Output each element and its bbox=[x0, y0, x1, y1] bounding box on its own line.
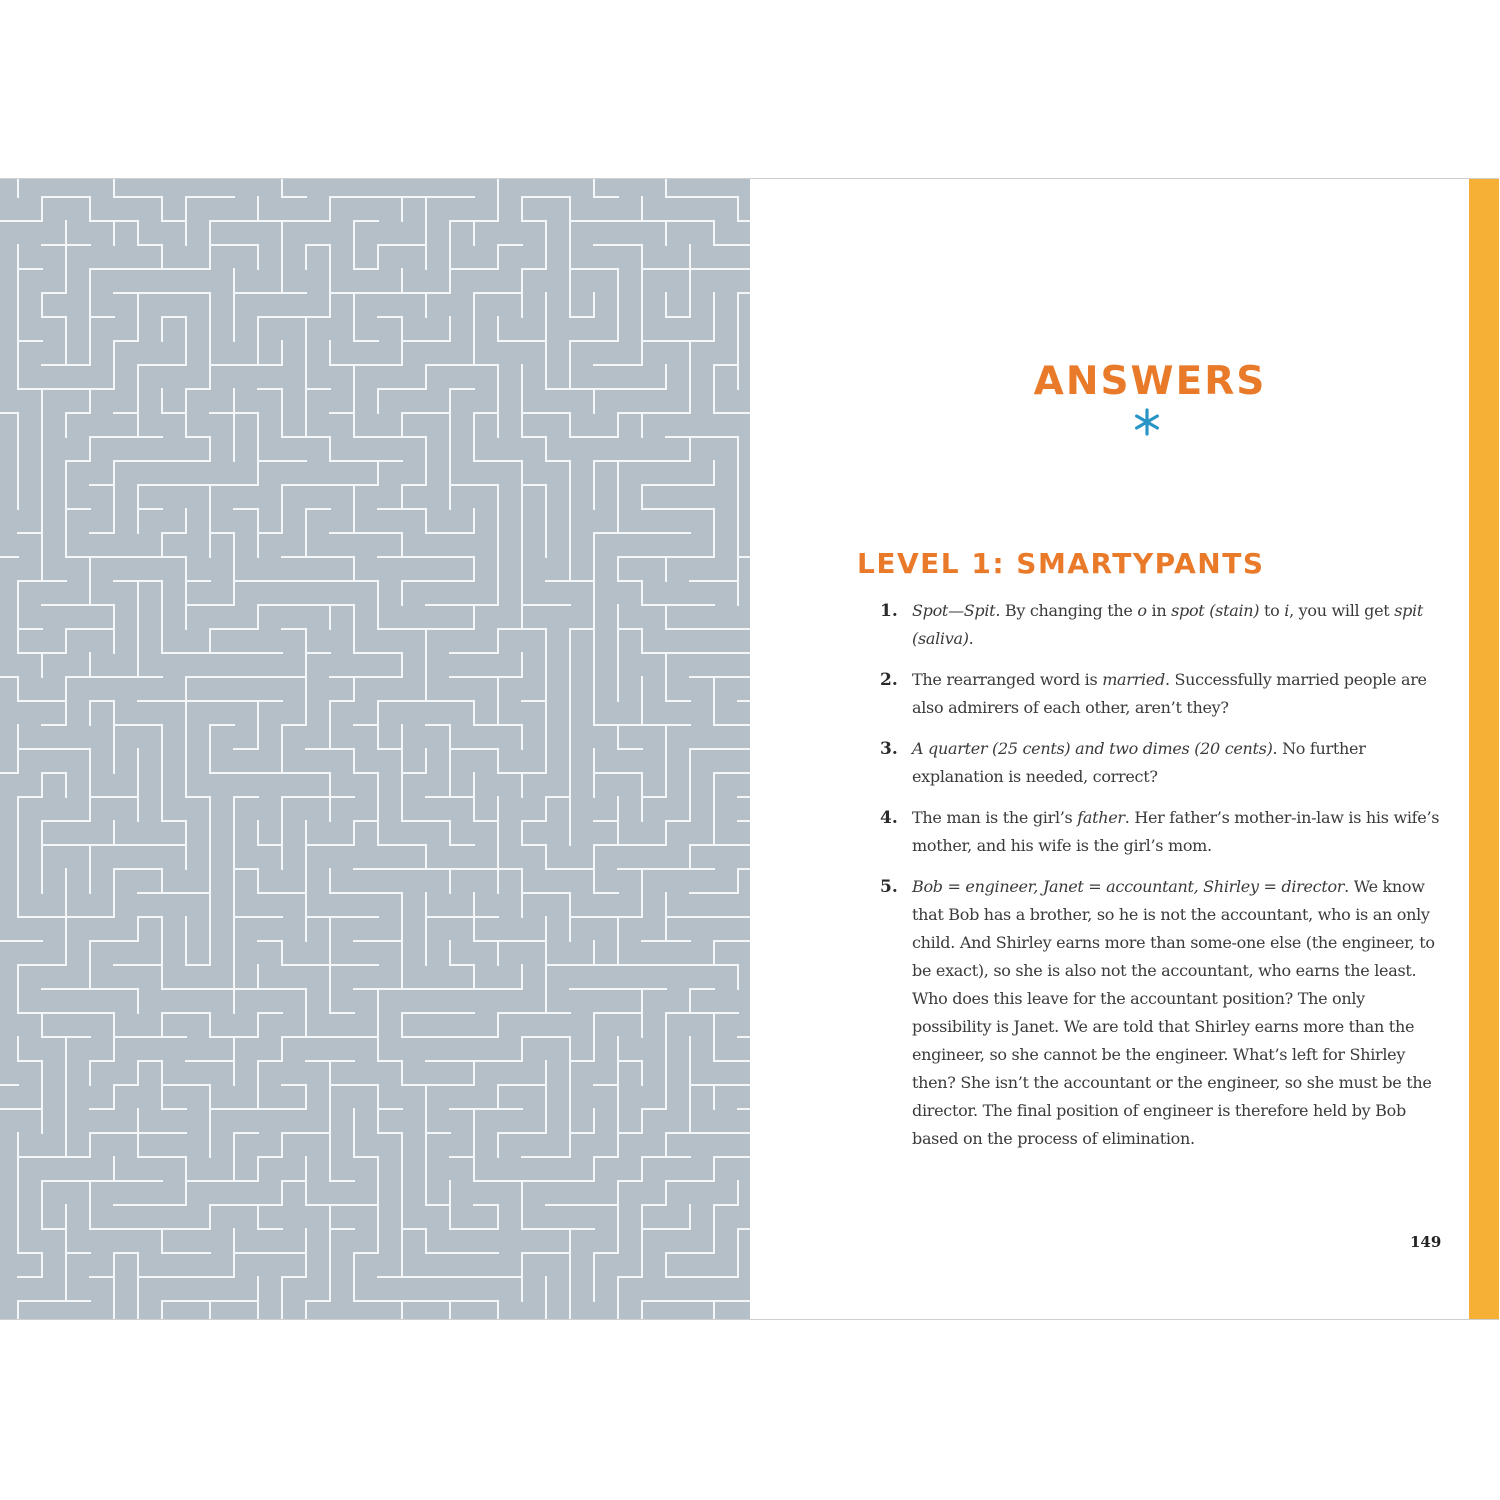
answer-text-italic: A quarter (25 cents) and two dimes (20 cents) bbox=[912, 739, 1273, 758]
answer-text-run: . By changing the bbox=[995, 601, 1138, 620]
answer-text-italic: i bbox=[1284, 601, 1290, 620]
level-title: LEVEL 1: SMARTYPANTS bbox=[857, 547, 1265, 580]
answer-text-run: . We know that Bob has a brother, so he is not the accountant, who is an only child. And Shirley earns more than some-one else (the engineer, to be exact), so she is also not the accountant, who earns the least. Who does this leave for the accountant position? The only possibility is Janet. We are told that Shirley earns more than the engineer, so she cannot be the engineer. What’s left for Shirley then? She isn’t the accountant or the engineer, so she must be the director. The final position of engineer is therefore held by Bob based on the process of elimination. bbox=[912, 877, 1435, 1148]
answer-text-run: . bbox=[968, 629, 974, 648]
answer-number: 1. bbox=[880, 601, 898, 621]
answer-text-run: The man is the girl’s bbox=[912, 808, 1078, 827]
edge-tab bbox=[1469, 179, 1499, 1319]
answer-number: 4. bbox=[880, 808, 898, 828]
answer-text bbox=[912, 804, 1440, 860]
answer-text bbox=[912, 873, 1440, 1153]
answer-item bbox=[880, 804, 1440, 860]
answer-text-run: The rearranged word is bbox=[912, 670, 1103, 689]
answer-text-italic: father bbox=[1077, 808, 1125, 827]
maze-pattern bbox=[0, 179, 750, 1319]
maze-illustration bbox=[0, 179, 750, 1319]
answer-text-italic: spit (saliva) bbox=[912, 601, 1424, 648]
answer-item bbox=[880, 873, 1440, 1153]
answer-item bbox=[880, 597, 1440, 653]
answer-text bbox=[912, 735, 1440, 791]
page-number: 149 bbox=[1410, 1233, 1442, 1251]
answer-text bbox=[912, 597, 1440, 653]
page-heading: ANSWERS bbox=[1033, 359, 1267, 404]
answer-number: 3. bbox=[880, 739, 898, 759]
answer-text-run: . Her father’s mother-in-law is his wife’s mother, and his wife is the girl’s mom. bbox=[912, 808, 1440, 855]
answer-text-italic: o bbox=[1137, 601, 1147, 620]
answer-item bbox=[880, 735, 1440, 791]
answer-list bbox=[880, 597, 1440, 1166]
maze-lines bbox=[0, 179, 750, 1319]
answer-number: 2. bbox=[880, 670, 898, 690]
book-spread bbox=[0, 178, 1499, 1320]
answer-text-run: , you will get bbox=[1289, 601, 1395, 620]
asterisk-icon bbox=[1132, 407, 1162, 437]
answer-number: 5. bbox=[880, 877, 898, 897]
answer-text-italic: Bob = engineer, Janet = accountant, Shirley = director bbox=[912, 877, 1345, 896]
answer-text-run: in bbox=[1146, 601, 1172, 620]
answers-page bbox=[750, 179, 1499, 1319]
answer-item bbox=[880, 666, 1440, 722]
answer-text-italic: married bbox=[1102, 670, 1165, 689]
answer-text-run: . No further explanation is needed, correct? bbox=[912, 739, 1366, 786]
answer-text-run: . Successfully married people are also admirers of each other, aren’t they? bbox=[912, 670, 1427, 717]
answer-text-italic: spot (stain) bbox=[1171, 601, 1260, 620]
answer-text-run: to bbox=[1259, 601, 1285, 620]
answer-text bbox=[912, 666, 1440, 722]
answer-text-italic: Spot—Spit bbox=[912, 601, 996, 620]
